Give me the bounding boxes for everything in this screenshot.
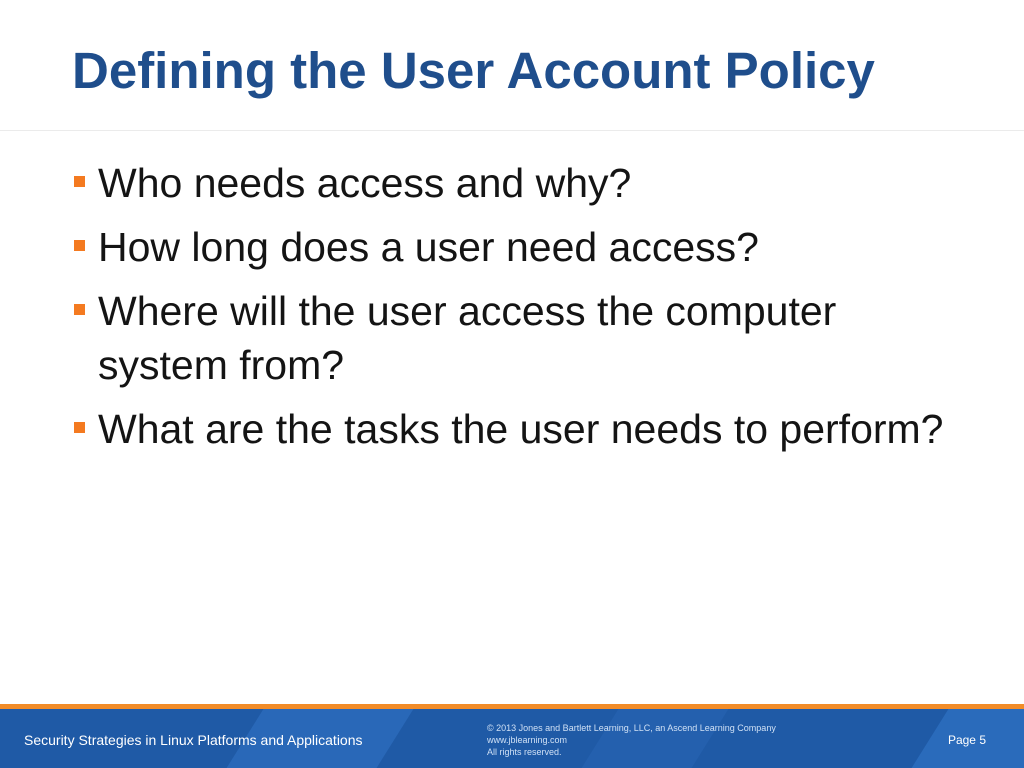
footer-course-title: Security Strategies in Linux Platforms and Applications (24, 732, 363, 748)
bullet-item (74, 156, 954, 210)
bullet-item (74, 284, 954, 392)
bullet-item (74, 402, 954, 456)
page-number: Page 5 (947, 733, 986, 747)
footer-copyright (487, 722, 776, 758)
bullet-text: Where will the user access the computer system from? (98, 288, 837, 388)
square-bullet-icon (74, 304, 85, 315)
square-bullet-icon (74, 422, 85, 433)
bullet-text: How long does a user need access? (98, 224, 759, 270)
square-bullet-icon (74, 176, 85, 187)
bullet-text: Who needs access and why? (98, 160, 632, 206)
bullet-text: What are the tasks the user needs to perform? (98, 406, 944, 452)
slide-title: Defining the User Account Policy (72, 42, 875, 99)
title-divider (0, 130, 1024, 131)
bullet-item (74, 220, 954, 274)
copyright-text: © 2013 Jones and Bartlett Learning, LLC, an Ascend Learning Company (487, 723, 776, 733)
publisher-url: www.jblearning.com (487, 735, 568, 745)
square-bullet-icon (74, 240, 85, 251)
bullet-list (74, 156, 954, 466)
rights-text: All rights reserved. (487, 747, 562, 757)
